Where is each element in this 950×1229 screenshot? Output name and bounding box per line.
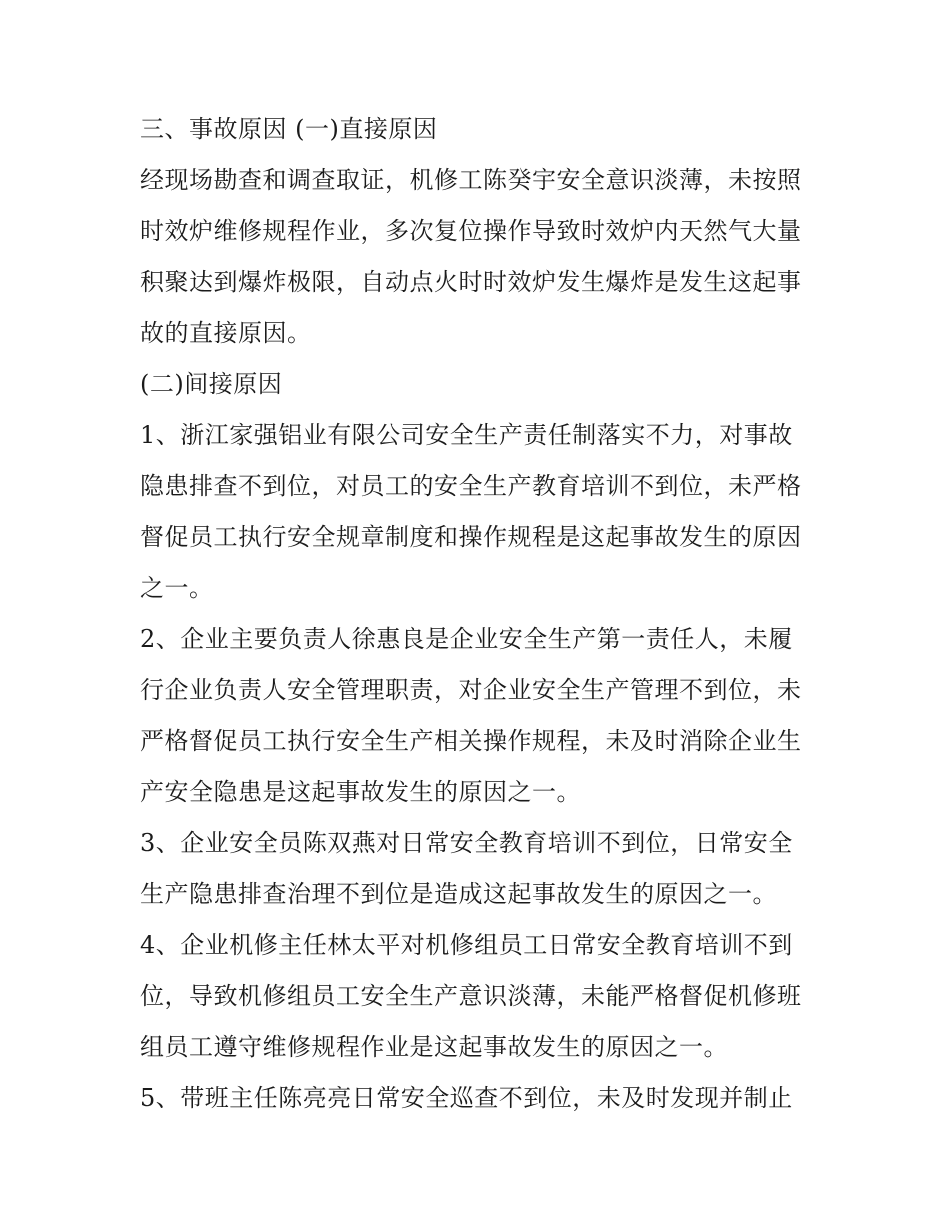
text-line: 之一。 [140, 574, 214, 602]
text-line: 积聚达到爆炸极限，自动点火时时效炉发生爆炸是发生这起事 [140, 268, 802, 296]
text-line: 故的直接原因。 [140, 319, 312, 347]
subsection-heading: (二)间接原因 [140, 370, 283, 398]
section-heading: 三、事故原因 (一)直接原因 [140, 115, 438, 143]
text-line: 督促员工执行安全规章制度和操作规程是这起事故发生的原因 [140, 523, 802, 551]
text-line: 位，导致机修组员工安全生产意识淡薄，未能严格督促机修班 [140, 982, 802, 1010]
text-line: 4、企业机修主任林太平对机修组员工日常安全教育培训不到 [140, 931, 793, 959]
text-line: 经现场勘查和调查取证，机修工陈癸宇安全意识淡薄，未按照 [140, 166, 802, 194]
text-line: 组员工遵守维修规程作业是这起事故发生的原因之一。 [140, 1033, 728, 1061]
text-line: 2、企业主要负责人徐惠良是企业安全生产第一责任人，未履 [140, 625, 793, 653]
text-line: 行企业负责人安全管理职责，对企业安全生产管理不到位，未 [140, 676, 802, 704]
text-line: 时效炉维修规程作业，多次复位操作导致时效炉内天然气大量 [140, 217, 802, 245]
text-line: 3、企业安全员陈双燕对日常安全教育培训不到位，日常安全 [140, 829, 793, 857]
text-line: 产安全隐患是这起事故发生的原因之一。 [140, 778, 581, 806]
document-body [140, 104, 820, 1124]
text-line: 隐患排查不到位，对员工的安全生产教育培训不到位，未严格 [140, 472, 802, 500]
text-line: 生产隐患排查治理不到位是造成这起事故发生的原因之一。 [140, 880, 777, 908]
text-line: 1、浙江家强铝业有限公司安全生产责任制落实不力，对事故 [140, 421, 793, 449]
text-line: 5、带班主任陈亮亮日常安全巡查不到位，未及时发现并制止 [140, 1084, 793, 1112]
text-line: 严格督促员工执行安全生产相关操作规程，未及时消除企业生 [140, 727, 802, 755]
